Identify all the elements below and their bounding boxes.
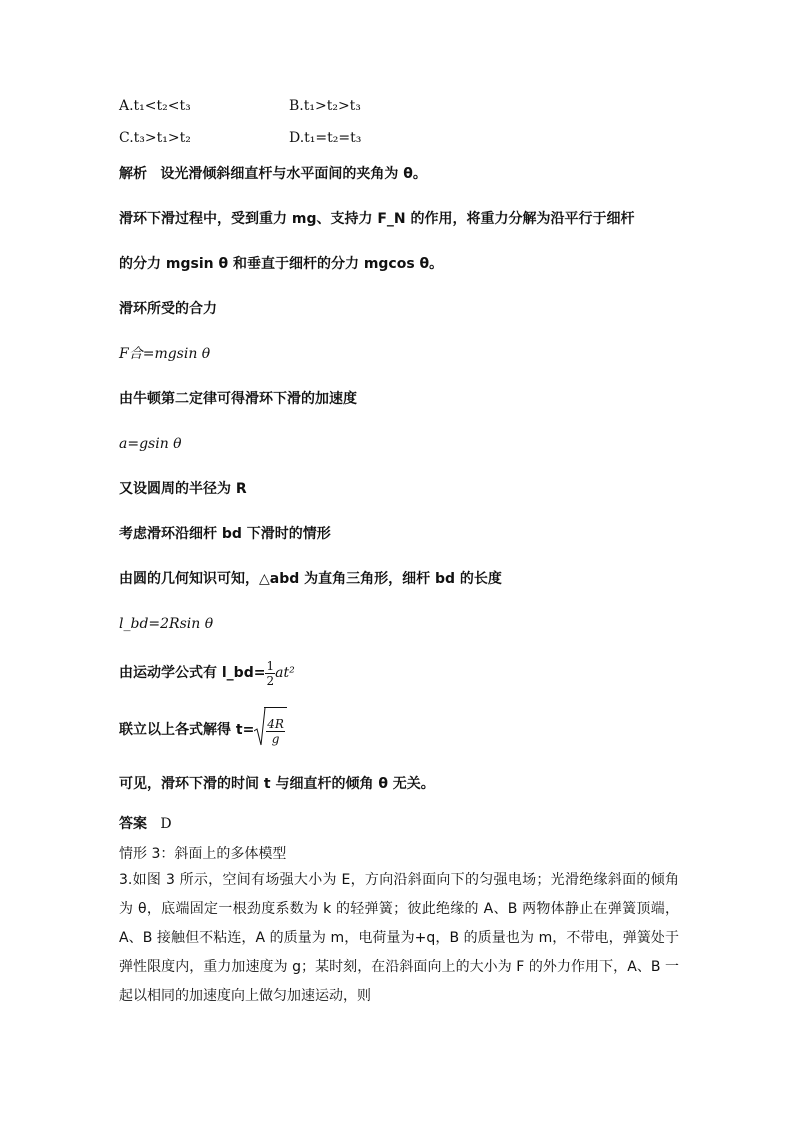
formula-kinematics [119, 654, 295, 692]
solution-line-4: 滑环所受的合力 [119, 301, 217, 317]
fraction-half [265, 659, 275, 688]
solution-line-9: 考虑滑环沿细杆 bd 下滑时的情形 [119, 526, 331, 542]
kinematics-prefix: 由运动学公式有 l_bd= [119, 665, 266, 681]
section-title: 情形 3：斜面上的多体模型 [119, 846, 287, 862]
problem-3-text: 3.如图 3 所示，空间有场强大小为 E，方向沿斜面向下的匀强电场；光滑绝缘斜面的倾角为 θ，底端固定一根劲度系数为 k 的轻弹簧；彼此绝缘的 A、B 两物体静止在弹簧顶端，A、B 接触但不粘连，A 的质量为 m，电荷量为+q，B 的质量也为 m，不带电，弹簧处于弹性限度内，重力加速度为 g；某时刻，在沿斜面向上的大小为 F 的外力作用下，A、B 一起以相同的加速度向上做匀加速运动，则 [119, 872, 679, 1004]
fraction-4r-over-g [266, 717, 285, 746]
answer-label: 答案 [119, 816, 147, 832]
sqrt-numerator: 4R [267, 716, 284, 731]
sqrt-sign [254, 707, 287, 753]
formula-time [119, 707, 287, 753]
formula-net-force: F合=mgsin θ [119, 346, 211, 362]
sqrt-denominator: g [271, 731, 280, 746]
option-a: A.t₁<t₂<t₃ [119, 98, 191, 114]
time-prefix: 联立以上各式解得 t= [119, 722, 255, 738]
option-d: D.t₁=t₂=t₃ [289, 130, 362, 146]
fraction-half-numerator: 1 [266, 658, 275, 673]
solution-line-1 [119, 164, 427, 184]
solution-label: 解析 [119, 166, 147, 182]
solution-line-8: 又设圆周的半径为 R [119, 481, 247, 497]
answer-line [119, 814, 172, 834]
solution-line-6: 由牛顿第二定律可得滑环下滑的加速度 [119, 391, 357, 407]
solution-text-1: 设光滑倾斜细直杆与水平面间的夹角为 θ。 [160, 166, 427, 182]
formula-length: l_bd=2Rsin θ [119, 616, 214, 632]
fraction-half-denominator: 2 [266, 673, 275, 688]
kinematics-suffix: at² [275, 665, 295, 681]
option-b: B.t₁>t₂>t₃ [289, 98, 361, 114]
answer-value: D [160, 816, 172, 832]
solution-conclusion: 可见，滑环下滑的时间 t 与细直杆的倾角 θ 无关。 [119, 776, 435, 792]
formula-acceleration: a=gsin θ [119, 436, 182, 452]
solution-line-2: 滑环下滑过程中，受到重力 mg、支持力 F_N 的作用，将重力分解为沿平行于细杆 [119, 211, 635, 227]
option-c: C.t₃>t₁>t₂ [119, 130, 191, 146]
solution-line-10: 由圆的几何知识可知，△abd 为直角三角形，细杆 bd 的长度 [119, 571, 502, 587]
solution-line-3: 的分力 mgsin θ 和垂直于细杆的分力 mgcos θ。 [119, 256, 444, 272]
